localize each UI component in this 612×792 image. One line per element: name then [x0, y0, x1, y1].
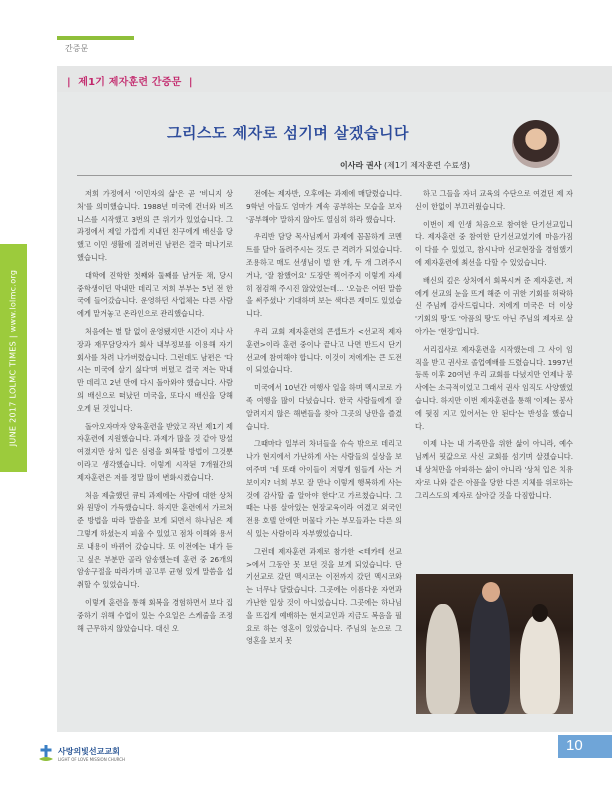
section-banner	[57, 66, 612, 92]
paragraph: 그때마다 일부러 차녀들을 슈슥 밖으로 데리고 나가 현지에서 가난하게 사는 사람들의 실상을 보여주며 '네 또래 아이들이 저렇게 힘들게 사는 거 보이지? 너희 부모 잘 만나 이렇게 행복하게 사는 것에 감사할 줄 알아야 한다'고 가르쳤습니다. 그때는 나름 살아있는 현장교육이라 여겼고 외국인 전용 호텔 안에만 머물다 가는 부모들과는 다른 의식 있는 사람이라 자부했었습니다.	[246, 439, 402, 538]
paragraph: 우리 교회 제자훈련의 콘셉트가 <선교적 제자훈련>이라 훈련 중이나 끝나고 나면 반드시 단기선교에 참여해야 합니다. 이것이 저에게는 큰 도전이 되었습니다.	[246, 326, 402, 375]
photo-figure	[482, 582, 500, 602]
article-column-2	[246, 188, 402, 648]
article-photo	[416, 574, 573, 714]
page-number: 10	[566, 737, 583, 754]
paragraph: 처음에는 별 탈 없이 운영됐지만 시간이 지나 사장과 재무담당자가 회사 내부정보를 이용해 자기 회사를 차려 나가버렸습니다. 그런데도 남편은 '다시는 미국에 살기 싫다'며 버텼고 결국 저는 막내만 데리고 2년 만에 다시 돌아와야 했습니다. 사람의 배신으로 떠났던 미국을, 또다시 배신을 당해 오게 된 것입니다.	[77, 326, 233, 413]
cross-logo-icon	[38, 744, 54, 764]
paragraph: 배신의 깊은 상처에서 회복시켜 준 제자훈련, 저에게 선교의 눈을 뜨게 해준 이 귀한 기회를 허락하신 주님께 감사드립니다. 저에게 미국은 더 이상 '기회의 땅'도 '아픔의 땅'도 아닌 주님의 제자로 살아가는 '현장'입니다.	[415, 275, 573, 336]
photo-figure	[520, 614, 560, 714]
paragraph: 하고 그들을 자녀 교육의 수단으로 여겼던 제 자신이 한없이 부끄러웠습니다.	[415, 189, 573, 211]
logo-name: 사랑의빛선교교회	[58, 747, 120, 756]
paragraph: 이렇게 훈련을 통해 회복을 경험하면서 보다 집중하기 위해 수업이 있는 수요일은 스케줄을 조정해 근무하지 않았습니다. 대신 오	[77, 597, 233, 633]
paragraph: 돌아오자마자 양육훈련을 받았고 작년 제1기 제자훈련에 지원했습니다. 과제가 많을 것 같아 망설여졌지만 상처 입은 심령을 회복할 방법이 그것뿐이라고 생각했습니다. 이렇게 시작된 7개월간의 제자훈련은 저를 정말 많이 변화시켰습니다.	[77, 421, 233, 482]
photo-figure	[470, 588, 510, 714]
author-byline	[340, 160, 470, 171]
header-accent-bar	[57, 36, 134, 40]
paragraph: 미국에서 10년간 여행사 일을 하며 멕시코로 가족 여행을 많이 다녔습니다. 한국 사람들에게 잘 알려지지 않은 해변들을 찾아 그곳의 낭만을 즐겼습니다.	[246, 383, 402, 431]
church-logo	[38, 744, 125, 764]
author-note: (제1기 제자훈련 수료생)	[383, 161, 470, 170]
paragraph: 대학에 진학한 첫째와 둘째를 남겨둔 채, 당시 중학생이던 막내만 데리고 저희 부부는 5년 전 한국에 들어갔습니다. 운영하던 사업체는 다른 사람에게 맡겨놓고 온라인으로 관리했습니다.	[77, 270, 233, 319]
article-title: 그리스도 제자로 섬기며 살겠습니다	[166, 124, 410, 142]
article-column-3	[415, 188, 573, 502]
sidebar-text: JUNE 2017 LOLMC TIMES | www.lolmc.org	[8, 269, 18, 447]
photo-figure	[426, 604, 460, 714]
logo-subtitle: LIGHT OF LOVE MISSION CHURCH	[58, 757, 126, 762]
paragraph: 처음 제출했던 큐티 과제에는 사람에 대한 상처와 원망이 가득했습니다. 하지만 훈련에서 가르쳐 준 방법을 따라 말씀을 보게 되면서 하나님은 제 그렇게 하셨는지 피울 수 있었고 점차 이해와 용서로 내용이 바뀌어 갔습니다. 또 이전에는 내가 듣고 싶은 부분만 골라 암송했는데 훈련 중 26개의 암송구절을 따라가며 골고루 균형 있게 말씀을 섭취할 수 있었습니다.	[77, 490, 233, 590]
paragraph: 서리집사로 제자훈련을 시작했는데 그 사이 임직을 받고 권사로 졸업예배를 드렸습니다. 1997년 등록 이후 20여년 우리 교회를 다녔지만 언제나 봉사에는 소극적이었고 그래서 권사 임직도 사양했었습니다. 하지만 이번 제자훈련을 통해 '이제는 봉사에 뒷짐 지고 있어서는 안 된다'는 반성을 했습니다.	[415, 344, 573, 431]
paragraph: 그런데 제자훈련 과제로 참가한 <테카테 선교>에서 그동안 못 보던 것을 보게 되었습니다. 단기선교로 갔던 멕시코는 이전까지 갔던 멕시코와는 너무나 달랐습니다. 그곳에는 이름다운 자연과 가난한 일상 것이 아니었습니다. 그곳에는 하나님을 뜨겁게 예배하는 현지교인과 지금도 복음을 필요로 하는 영혼이 있었습니다. 주님의 눈으로 그 영혼을 보지 못	[246, 546, 402, 646]
paragraph: 이번이 제 인생 처음으로 참여한 단기선교입니다. 제자훈련 중 참여한 단기선교였기에 마음가짐이 다를 수 있었고, 참시나마 선교현장을 경험했기에 제자훈련에 최선을 다할 수 있었습니다.	[415, 219, 573, 267]
paragraph: 전에는 제자반, 오후에는 과제에 매달렸습니다. 9학년 아들도 엄마가 계속 공부하는 모습을 보자 '공부해야' 말하지 않아도 열심히 하라 했습니다.	[246, 189, 402, 224]
article-column-1	[77, 188, 233, 635]
title-divider	[77, 175, 572, 176]
page-number-box	[558, 735, 612, 758]
photo-figure	[532, 604, 548, 622]
paragraph: 이제 나는 내 가족만을 위한 삶이 아니라, 예수님께서 핏값으로 사신 교회를 섬기며 살겠습니다. 내 상처만을 아파하는 삶이 아니라 '상처 입은 치유자'로 나와 같은 아픔을 당한 다른 지체를 위로하는 그리스도의 제자로 살아갈 것을 다짐합니다.	[415, 439, 573, 500]
author-portrait	[512, 120, 560, 168]
author-name: 이사라 권사	[340, 161, 382, 170]
section-label: 간증문	[65, 44, 89, 53]
banner-title: | 제1기 제자훈련 간증문 |	[67, 77, 193, 88]
paragraph: 우리반 담당 목사님께서 과제에 꼼꼼하게 코멘트를 달아 돌려주시는 것도 큰 격려가 되었습니다. 조용하고 매도 선생님이 벌 한 개, 두 개 그려주시거나, '잘 참했어요' 도장만 찍어주지 이렇게 자세히 점검해 주시진 않았었는데… '오늘은 어떤 말씀을 써주셨나' 기대하며 보는 색다른 재미도 있었습니다.	[246, 232, 402, 319]
paragraph: 저희 가정에서 '이민자의 삶'은 곧 '비니지 상처'를 의미했습니다. 1988년 미국에 건너와 비즈니스를 시작했고 3번의 큰 위기가 있었습니다. 그 과정에서 제일 가깝게 지내던 친구에게 배신을 당했고 이민 생활에 질려버린 남편은 결국 떠나기로 했습니다.	[77, 189, 233, 262]
